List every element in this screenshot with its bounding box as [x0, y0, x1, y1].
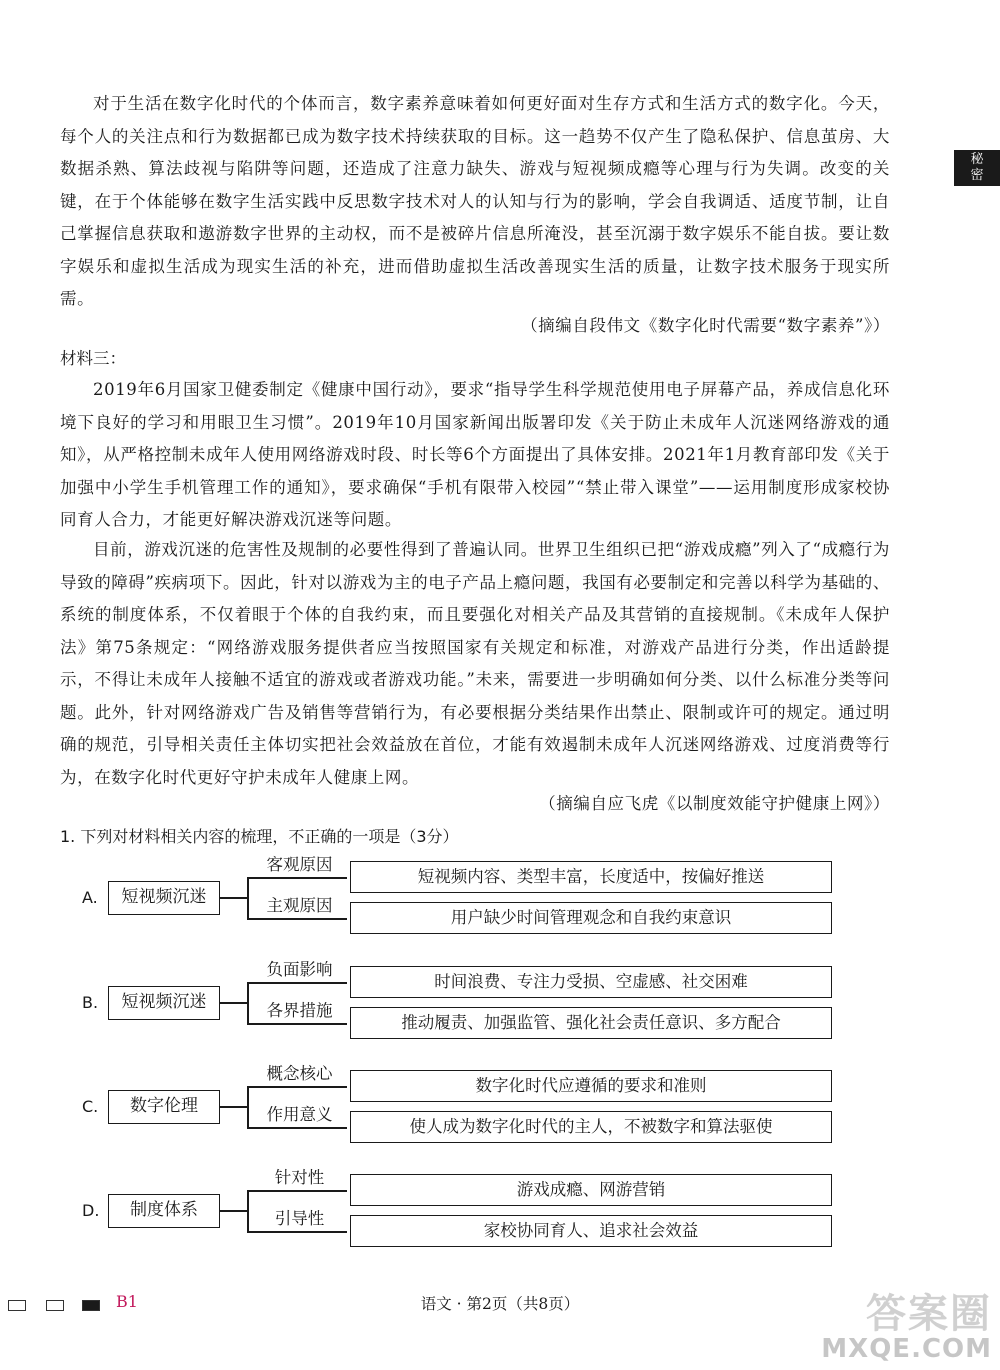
connector — [247, 1086, 347, 1088]
option-d-diagram[interactable] — [0, 1165, 1000, 1255]
connector — [220, 1106, 248, 1108]
connector — [247, 1190, 347, 1192]
option-a-letter: A. — [82, 888, 98, 907]
option-c-box1: 数字化时代应遵循的要求和准则 — [350, 1070, 832, 1102]
option-a-topic: 短视频沉迷 — [108, 881, 220, 915]
option-b-topic: 短视频沉迷 — [108, 986, 220, 1020]
material3-label: 材料三： — [60, 349, 126, 368]
connector — [247, 1086, 249, 1127]
option-d-box2: 家校协同育人、追求社会效益 — [350, 1215, 832, 1247]
option-c-box2: 使人成为数字化时代的主人，不被数字和算法驱使 — [350, 1111, 832, 1143]
option-a-branch1: 客观原因 — [266, 855, 333, 874]
connector — [247, 877, 249, 918]
material3-paragraph2: 目前，游戏沉迷的危害性及规制的必要性得到了普遍认同。世界卫生组织已把“游戏成瘾”列入了“成瘾行为导致的障碍”疾病项下。因此，针对以游戏为主的电子产品上瘾问题，我国有必要制定和完善以科学为基础的、系统的制度体系，不仅着眼于个体的自我约束，而且要强化对相关产品及其营销的直接规制。《未成年人保护法》第75条规定：“网络游戏服务提供者应当按照国家有关规定和标准，对游戏产品进行分类，作出适龄提示，不得让未成年人接触不适宜的游戏或者游戏功能。”未来，需要进一步明确如何分类、以什么标准分类等问题。此外，针对网络游戏广告及销售等营销行为，有必要根据分类结果作出禁止、限制或许可的规定。通过明确的规范，引导相关责任主体切实把社会效益放在首位，才能有效遏制未成年人沉迷网络游戏、过度消费等行为，在数字化时代更好守护未成年人健康上网。 — [60, 540, 890, 787]
option-c-topic: 数字伦理 — [108, 1090, 220, 1124]
option-d-branch1: 针对性 — [274, 1168, 325, 1187]
confidential-tab-label: 秘密 — [970, 152, 984, 183]
material3-source: （摘编自应飞虎《以制度效能守护健康上网》） — [539, 794, 890, 813]
option-b-branch2: 各界措施 — [266, 1001, 333, 1020]
confidential-tab — [954, 150, 1000, 186]
material2-source: （摘编自段伟文《数字化时代需要“数字素养”》） — [521, 316, 890, 335]
connector — [247, 1231, 347, 1233]
connector — [220, 1002, 248, 1004]
option-b-diagram[interactable] — [0, 957, 1000, 1047]
option-d-branch2: 引导性 — [274, 1209, 325, 1228]
page-number: 语文 · 第2页（共8页） — [420, 1295, 580, 1313]
connector — [247, 877, 347, 879]
option-c-diagram[interactable] — [0, 1061, 1000, 1151]
option-c-branch2: 作用意义 — [266, 1105, 333, 1124]
option-c-branch1: 概念核心 — [266, 1064, 333, 1083]
connector — [247, 1127, 347, 1129]
connector — [247, 1190, 249, 1231]
paper-code: B1 — [116, 1292, 138, 1311]
option-d-topic: 制度体系 — [108, 1194, 220, 1228]
watermark-text-bottom: MXQE.COM — [821, 1334, 992, 1364]
option-d-box1: 游戏成瘾、网游营销 — [350, 1174, 832, 1206]
option-b-letter: B. — [82, 993, 99, 1012]
connector — [247, 982, 249, 1023]
connector — [247, 982, 347, 984]
option-c-letter: C. — [82, 1097, 99, 1116]
connector — [247, 918, 347, 920]
option-d-letter: D. — [82, 1201, 100, 1220]
option-a-diagram[interactable] — [0, 852, 1000, 942]
watermark-logo — [802, 1282, 992, 1367]
option-b-branch1: 负面影响 — [266, 960, 333, 979]
option-b-box1: 时间浪费、专注力受损、空虚感、社交困难 — [350, 966, 832, 998]
connector — [247, 1023, 347, 1025]
option-a-box2: 用户缺少时间管理观念和自我约束意识 — [350, 902, 832, 934]
option-a-branch2: 主观原因 — [266, 896, 333, 915]
question1-stem: 1. 下列对材料相关内容的梳理，不正确的一项是（3分） — [60, 827, 459, 846]
material3-paragraph1: 2019年6月国家卫健委制定《健康中国行动》，要求“指导学生科学规范使用电子屏幕产品，养成信息化环境下良好的学习和用眼卫生习惯”。2019年10月国家新闻出版署印发《关于防止未成年人沉迷网络游戏的通知》，从严格控制未成年人使用网络游戏时段、时长等6个方面提出了具体安排。2021年1月教育部印发《关于加强中小学生手机管理工作的通知》，要求确保“手机有限带入校园”“禁止带入课堂”——运用制度形成家校协同育人合力，才能更好解决游戏沉迷等问题。 — [60, 380, 890, 529]
material2-paragraph: 对于生活在数字化时代的个体而言，数字素养意味着如何更好面对生存方式和生活方式的数字化。今天，每个人的关注点和行为数据都已成为数字技术持续获取的目标。这一趋势不仅产生了隐私保护、信息茧房、大数据杀熟、算法歧视与陷阱等问题，还造成了注意力缺失、游戏与短视频成瘾等心理与行为失调。改变的关键，在于个体能够在数字生活实践中反思数字技术对人的认知与行为的影响，学会自我调适、适度节制，让自己掌握信息获取和遨游数字世界的主动权，而不是被碎片信息所淹没，甚至沉溺于数字娱乐不能自拔。要让数字娱乐和虚拟生活成为现实生活的补充，进而借助虚拟生活改善现实生活的质量，让数字技术服务于现实所需。 — [60, 94, 890, 308]
connector — [220, 897, 248, 899]
option-a-box1: 短视频内容、类型丰富，长度适中，按偏好推送 — [350, 861, 832, 893]
option-b-box2: 推动履责、加强监管、强化社会责任意识、多方配合 — [350, 1007, 832, 1039]
connector — [220, 1210, 248, 1212]
watermark-text-top: 答案圈 — [866, 1291, 992, 1337]
